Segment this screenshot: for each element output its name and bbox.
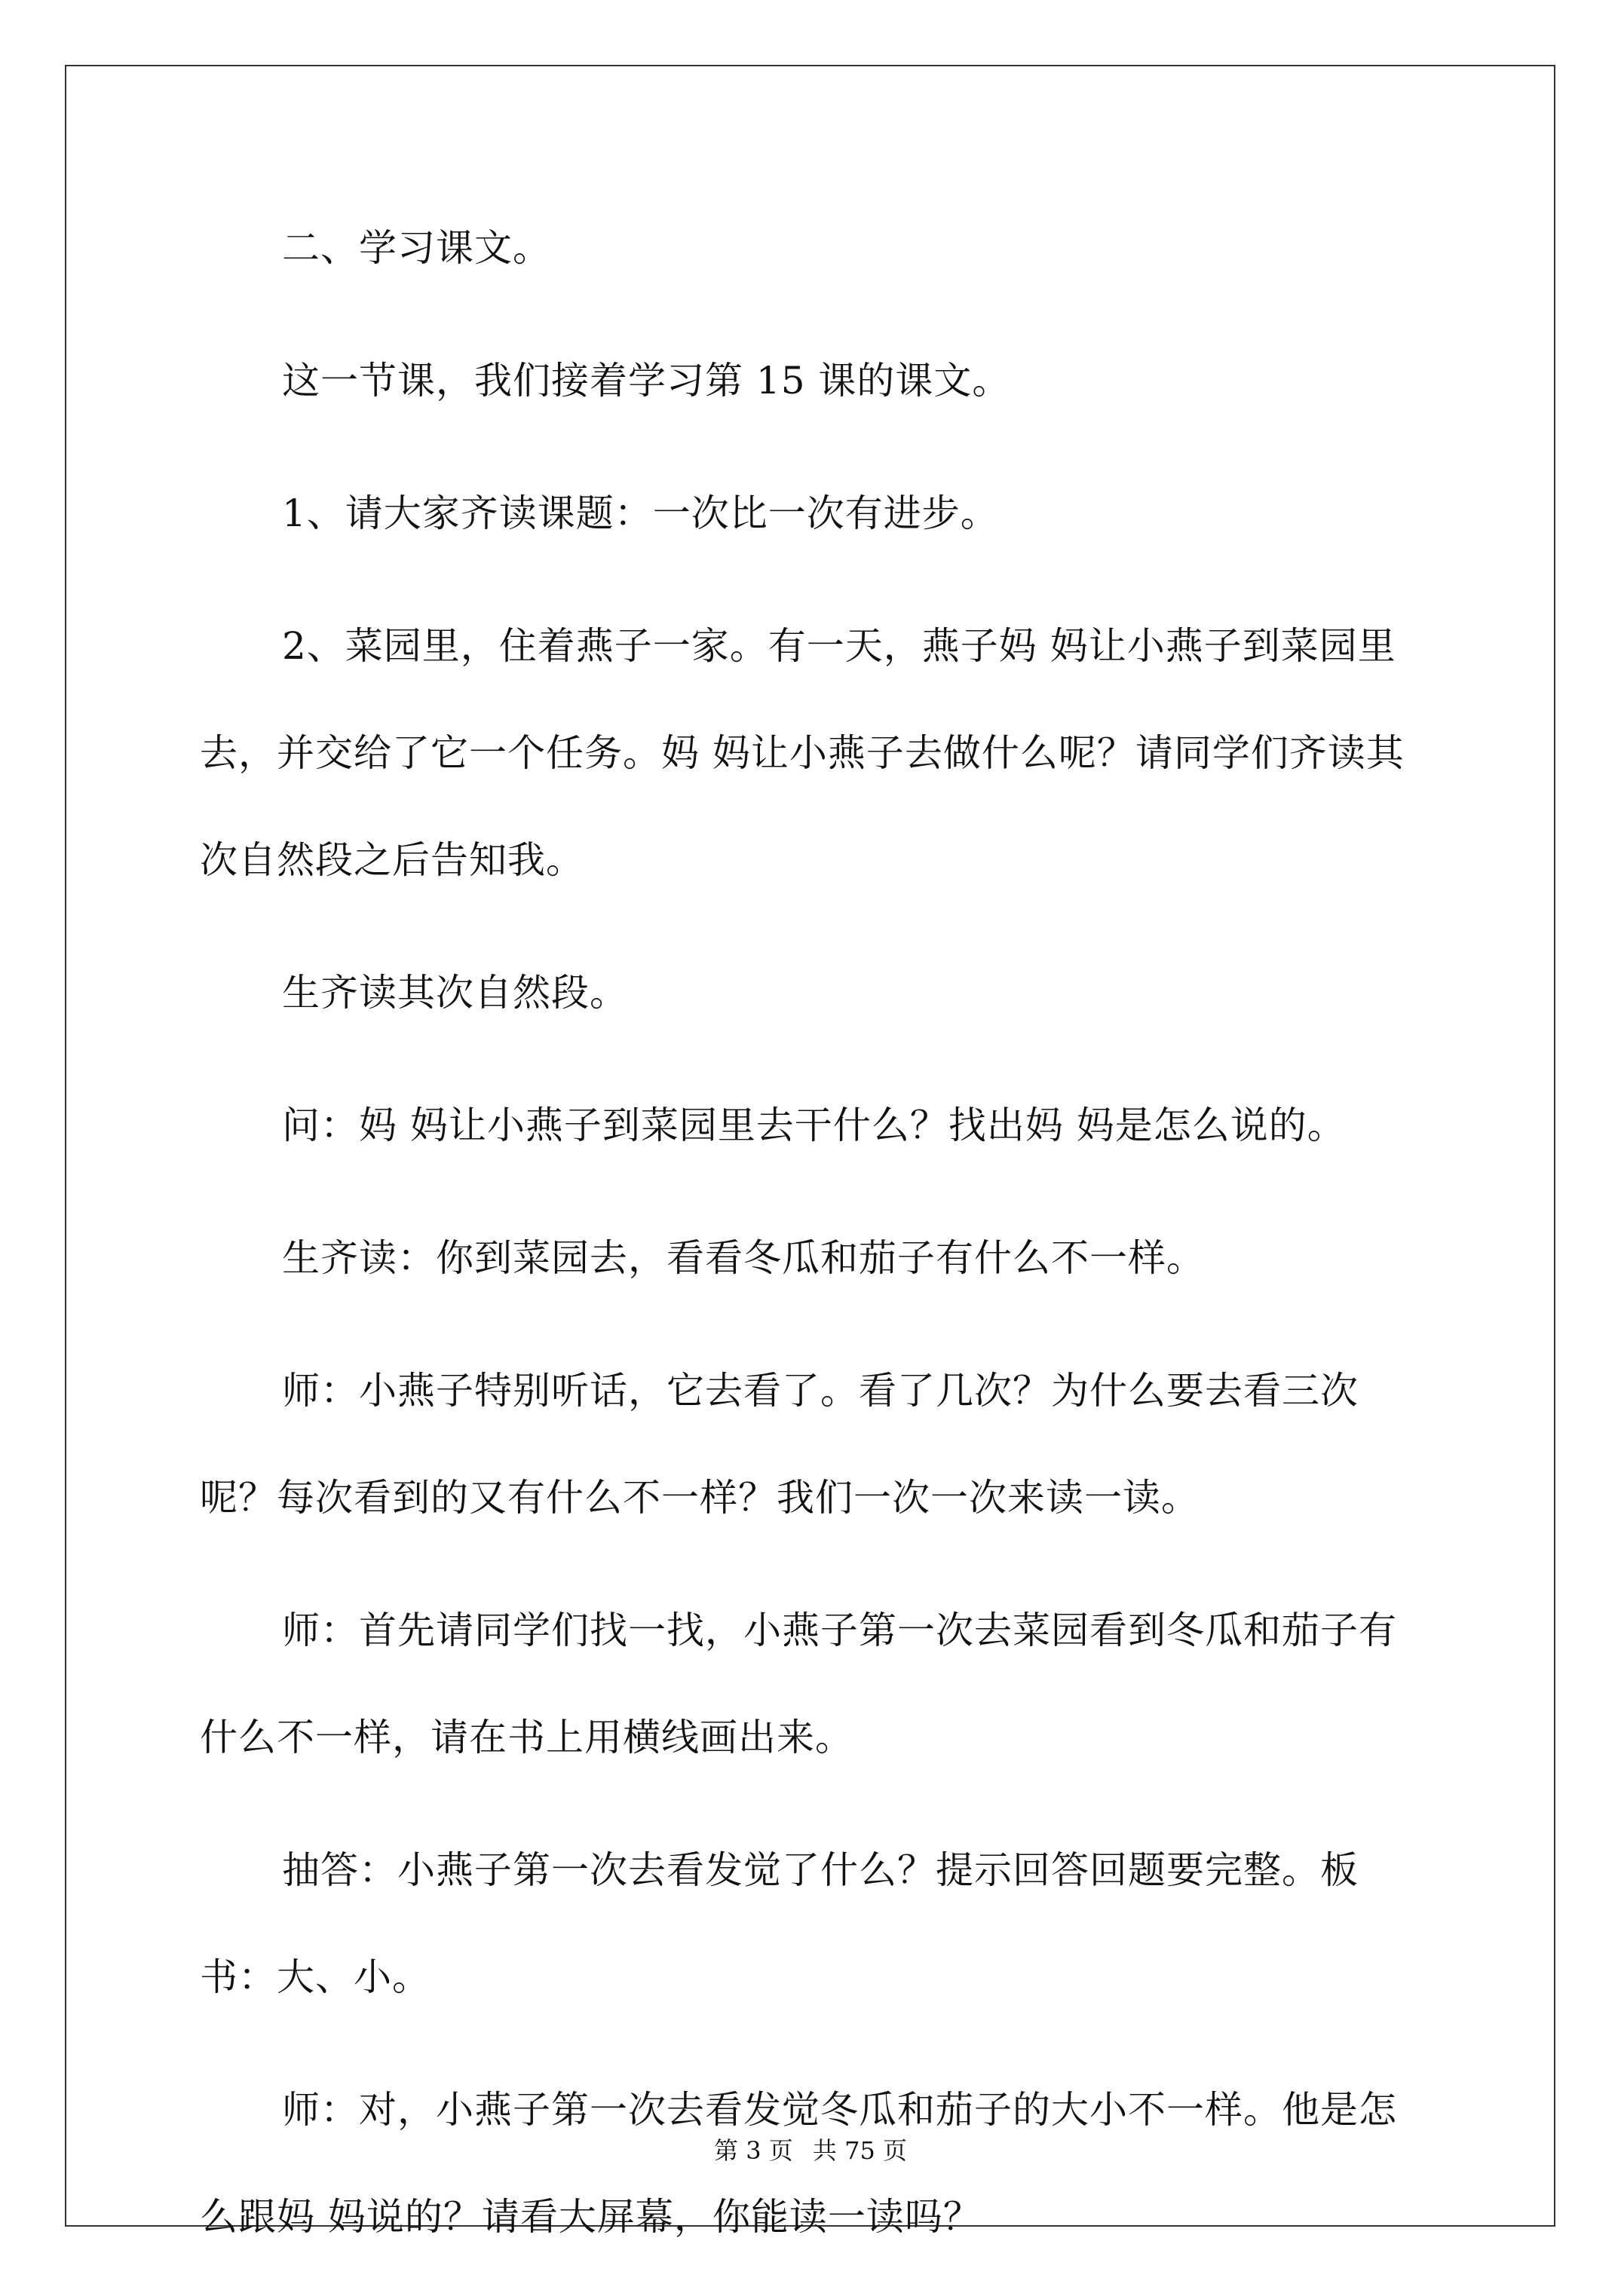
paragraph: 问：妈 妈让小燕子到菜园里去干什么？找出妈 妈是怎么说的。 [282,1104,1346,1147]
paragraph: 生齐读其次自然段。 [282,971,628,1015]
paragraph: 抽答：小燕子第一次去看发觉了什么？提示回答回题要完整。板书：大、小。 [200,1848,1359,1999]
page-number: 第 3 页 [714,2136,793,2165]
paragraph: 二、学习课文。 [282,226,551,270]
paragraph: 生齐读：你到菜园去，看看冬瓜和茄子有什么不一样。 [282,1236,1205,1280]
paragraph: 师：小燕子特别听话，它去看了。看了几次？为什么要去看三次呢？每次看到的又有什么不一样？我们一次一次来读一读。 [200,1369,1359,1520]
page-footer [0,2132,1621,2166]
paragraph: 师：首先请同学们找一找，小燕子第一次去菜园看到冬瓜和茄子有什么不一样，请在书上用横线画出来。 [200,1609,1397,1759]
page-total: 共 75 页 [812,2136,907,2165]
paragraph: 1、请大家齐读课题：一次比一次有进步。 [282,491,999,535]
paragraph: 2、菜园里，住着燕子一家。有一天，燕子妈 妈让小燕子到菜园里去，并交给了它一个任务。妈 妈让小燕子去做什么呢？请同学们齐读其次自然段之后告知我。 [200,624,1405,882]
paragraph: 这一节课，我们接着学习第 15 课的课文。 [282,359,1011,403]
paragraph: 师：对，小燕子第一次去看发觉冬瓜和茄子的大小不一样。他是怎么跟妈 妈说的？请看大屏幕，你能读一读吗？ [200,2088,1397,2239]
document-body [200,194,1425,2296]
